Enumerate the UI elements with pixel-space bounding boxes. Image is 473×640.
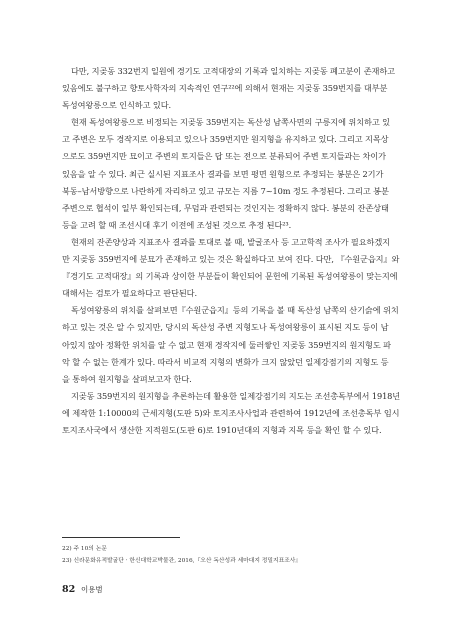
text-line: 독성여왕릉으로 인식하고 있다. [62,100,172,111]
text-line: 현재의 잔존양상과 지표조사 결과를 토대로 볼 때, 발굴조사 등 고고학적 조사가 필요하겠지 [71,236,390,247]
body-text [62,63,414,439]
text-line: 하고 있는 것은 알 수 있지만, 당시의 독산성 주변 지형도나 독성여왕릉이 표시된 지도 등이 남 [62,322,389,333]
text-line: 지곶동 359번지의 원지형을 추론하는데 활용한 일제강점기의 지도는 조선총독부에서 1918년 [71,390,401,401]
text-line: 『경기도 고적대장』의 기록과 상이한 부분들이 확인되어 문헌에 기록된 독성여왕릉이 맞는지에 [62,271,398,282]
page-number: 82 [62,584,76,595]
text-line: 있음을 알 수 있다. 최근 실시된 지표조사 결과를 보면 평면 원형으로 추정되는 봉분은 2기가 [62,168,384,179]
text-line: 아있지 않아 정확한 위치를 알 수 없고 현재 경작지에 둘러쌓인 지곶동 359번지의 원지형도 파 [62,339,391,350]
text-line: 으로도 359번지만 묘이고 주변의 토지들은 답 또는 전으로 분류되어 주변 토지들과는 차이가 [62,151,386,162]
footnote-divider [62,537,180,538]
text-line: 독성여왕릉의 위치를 살펴보면『수원군읍지』등의 기록을 볼 때 독산성 남쪽의 산기슭에 위치 [71,305,399,316]
footnotes [62,543,414,567]
footnote-22: 22) 주 10의 논문 [62,546,107,552]
text-line: 고 주변은 모두 경작지로 이용되고 있으나 359번지만 원지형을 유지하고 있다. 그리고 지목상 [62,134,389,145]
text-line: 토지조사국에서 생산한 지적원도(도판 6)로 1910년대의 지형과 지목 등을 확인 할 수 있다. [62,424,382,435]
text-line: 을 통하여 원지형을 살펴보고자 한다. [62,373,192,384]
text-line: 악 할 수 없는 한계가 있다. 따라서 비교적 지형의 변화가 크지 않았던 일제강점기의 지형도 등 [62,356,389,367]
text-line: 북동–남서방향으로 나란하게 자리하고 있고 규모는 지름 7~10m 정도 추정된다. 그리고 봉분 [62,185,389,196]
text-line: 등을 고려 할 때 조선시대 후기 이전에 조성된 것으로 추정 된다²³. [62,219,292,230]
author-name: 이용범 [80,585,103,594]
text-line: 대해서는 검토가 필요하다고 판단된다. [62,288,197,299]
page-footer [62,584,103,595]
text-line: 주변으로 협석이 일부 확인되는데, 무덤과 관련되는 것인지는 정확하지 않다. 봉분의 잔존상태 [62,202,389,213]
text-line: 만 지곶동 359번지에 분묘가 존재하고 있는 것은 확실하다고 보여 진다. 다만, 『수원군읍지』와 [62,254,400,265]
paragraph-4 [62,302,414,387]
paragraph-3 [62,234,414,302]
text-line: 다만, 지곶동 332번지 일원에 경기도 고적대장의 기록과 일치하는 지곶동 폐고분이 존재하고 [71,66,395,76]
paragraph-2 [62,114,414,234]
text-line: 있음에도 불구하고 향토사학자의 지속적인 연구²²에 의해서 현재는 지곶동 359번지를 대부분 [62,83,388,94]
paragraph-1 [62,63,414,114]
paragraph-5 [62,388,414,439]
text-line: 현재 독성여왕릉으로 비정되는 지곶동 359번지는 독산성 남쪽사면의 구릉지에 위치하고 있 [71,117,390,128]
footnote-23: 23) 신라문화유적발굴단 · 한신대학교박물관, 2016,『오산 독산성과 세마대지 정밀지표조사』 [62,558,302,564]
text-line: 에 제작한 1:10000의 근세지형(도판 5)와 토지조사사업과 관련하여 1912년에 조선총독부 임시 [62,407,400,418]
